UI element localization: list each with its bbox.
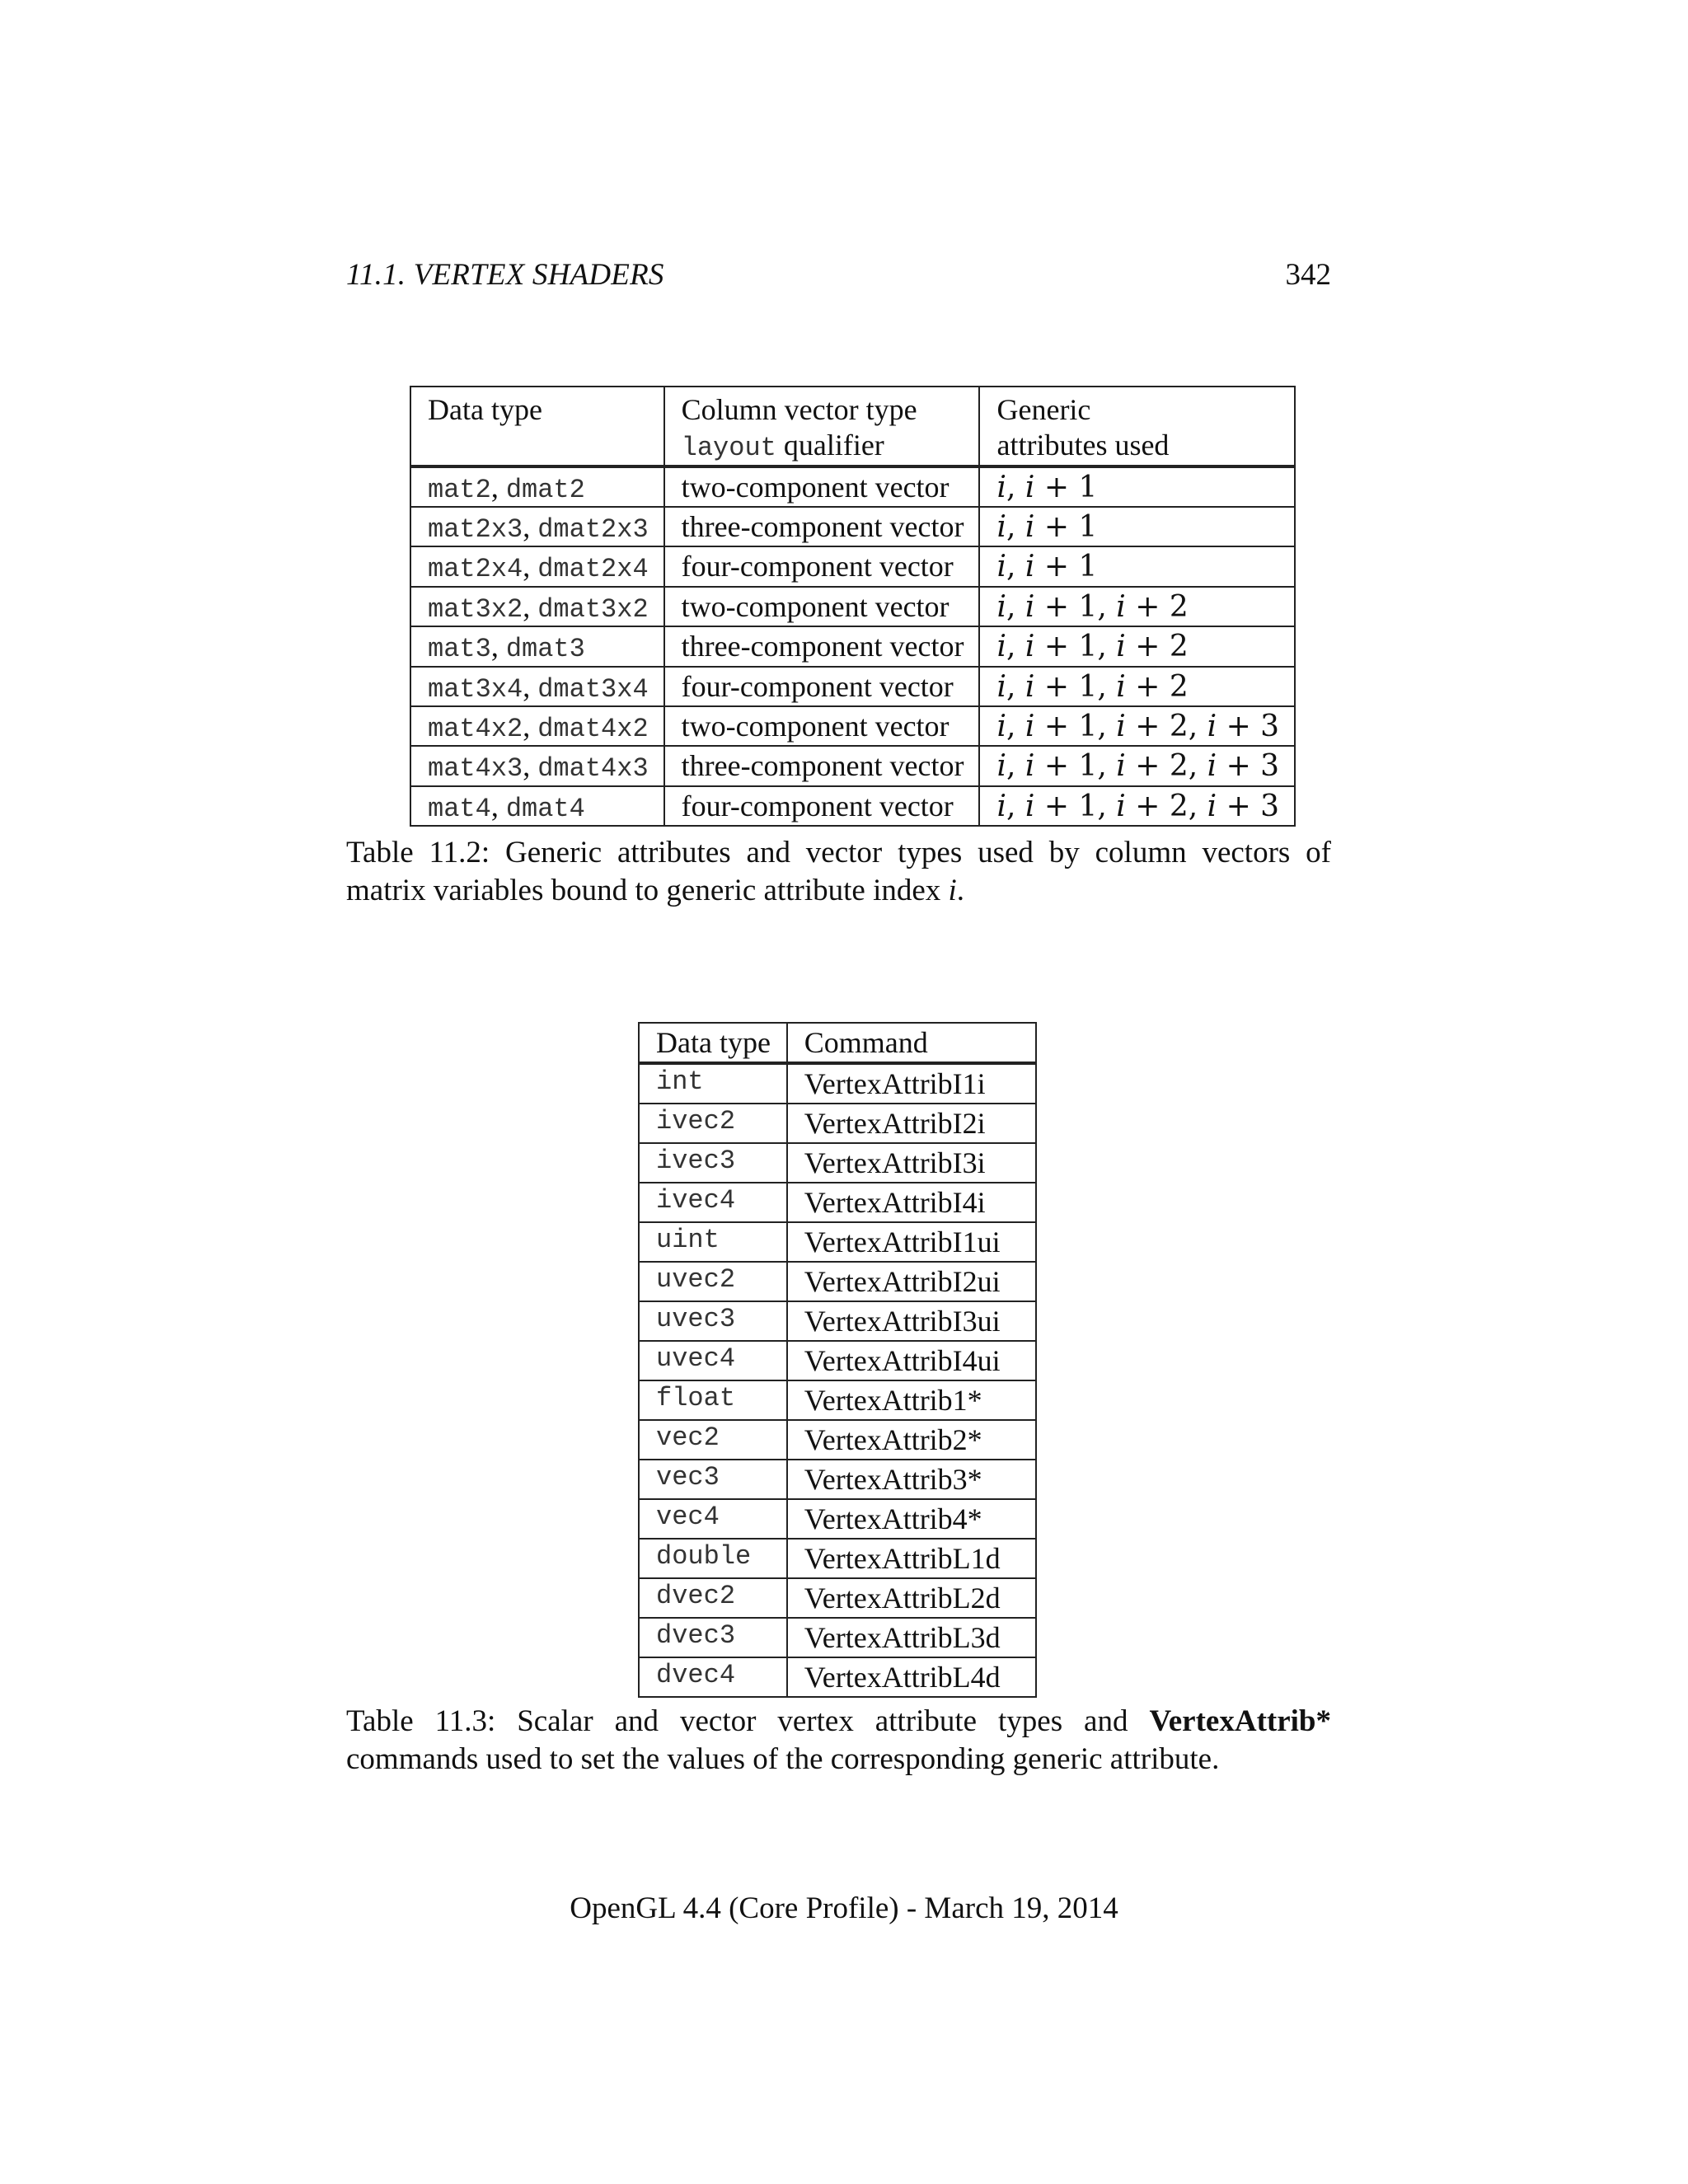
table-row: [638, 1619, 1037, 1658]
cell-vector-type: three-component vector: [665, 627, 981, 667]
table-row: [638, 1183, 1037, 1223]
type-single: mat4x2: [428, 713, 523, 744]
cell-data-type: int: [638, 1063, 788, 1104]
section-title: 11.1. VERTEX SHADERS: [346, 258, 664, 292]
cell-data-type: dvec2: [638, 1579, 788, 1619]
table-row: [638, 1342, 1037, 1381]
header-generic-attributes: [980, 386, 1296, 466]
cell-data-type: ivec2: [638, 1104, 788, 1144]
cell-data-type: uvec4: [638, 1342, 788, 1381]
header-data-type: [410, 386, 665, 466]
cell-data-type: vec4: [638, 1500, 788, 1540]
cell-data-type: [410, 787, 665, 827]
header-column-vector-line2: [682, 428, 964, 464]
cell-data-type: [410, 668, 665, 707]
math-variable-i: i: [1116, 749, 1126, 784]
type-double: dmat2x3: [537, 513, 649, 545]
type-double: dmat3: [505, 634, 585, 665]
type-separator: ,: [490, 789, 506, 823]
table-row: [410, 787, 1296, 827]
math-variable-i: i: [1116, 669, 1126, 704]
qualifier-label: qualifier: [776, 429, 884, 462]
layout-keyword: layout: [681, 433, 776, 464]
type-double: dmat2: [505, 474, 585, 505]
cell-command: VertexAttrib4*: [788, 1500, 1037, 1540]
cell-attributes-used: i, i + 1: [980, 508, 1296, 547]
cell-data-type: vec2: [638, 1421, 788, 1460]
cell-attributes-used: i, i + 1, i + 2, i + 3: [980, 707, 1296, 747]
math-variable-i: i: [996, 669, 1006, 704]
cell-data-type: [410, 627, 665, 667]
cell-command: VertexAttribL1d: [788, 1540, 1037, 1579]
table-row: [638, 1421, 1037, 1460]
cell-vector-type: two-component vector: [665, 588, 981, 627]
cell-data-type: double: [638, 1540, 788, 1579]
table-row: [638, 1460, 1037, 1500]
math-variable-i: i: [1116, 709, 1126, 743]
matrix-attribute-table: [410, 386, 1296, 827]
table-row: [638, 1263, 1037, 1302]
math-variable-i: i: [996, 550, 1006, 584]
table-caption-11-2: Table 11.2: Generic attributes and vector types used by column vectors of matrix variables bound to generic attribute index i.: [346, 836, 1331, 907]
table-row: [410, 707, 1296, 747]
cell-data-type: [410, 707, 665, 747]
page-footer: OpenGL 4.4 (Core Profile) - March 19, 2014: [570, 1891, 1118, 1925]
cell-data-type: [410, 747, 665, 786]
type-single: mat2x3: [428, 513, 523, 545]
cell-data-type: uint: [638, 1223, 788, 1263]
cell-command: VertexAttribL4d: [788, 1658, 1037, 1698]
header-column-vector-line1: Column vector type: [681, 393, 917, 426]
cell-data-type: vec3: [638, 1460, 788, 1500]
math-variable-i: i: [996, 749, 1006, 784]
type-single: mat3x2: [428, 593, 523, 625]
header-generic-line1: Generic: [996, 393, 1091, 426]
math-variable-i: i: [1207, 789, 1217, 823]
math-variable-i: i: [948, 874, 957, 907]
type-double: dmat4x2: [537, 713, 649, 744]
table-header-row: [638, 1022, 1037, 1063]
math-variable-i: i: [996, 589, 1006, 624]
math-variable-i: i: [996, 630, 1006, 664]
table-row: [410, 547, 1296, 587]
table-row: [410, 508, 1296, 547]
math-variable-i: i: [1025, 550, 1035, 584]
header-command: Command: [788, 1022, 1037, 1063]
cell-command: VertexAttribI2i: [788, 1104, 1037, 1144]
cell-data-type: [410, 466, 665, 508]
cell-command: VertexAttribI4ui: [788, 1342, 1037, 1381]
math-variable-i: i: [996, 709, 1006, 743]
cell-vector-type: four-component vector: [665, 668, 981, 707]
type-separator: ,: [490, 630, 506, 663]
math-variable-i: i: [1025, 709, 1035, 743]
cell-command: VertexAttrib2*: [788, 1421, 1037, 1460]
type-separator: ,: [490, 470, 506, 504]
type-double: dmat3x4: [537, 673, 649, 705]
table-row: [638, 1063, 1037, 1104]
cell-command: VertexAttribI2ui: [788, 1263, 1037, 1302]
type-single: mat2: [428, 474, 491, 505]
math-variable-i: i: [1025, 470, 1035, 504]
cell-vector-type: three-component vector: [665, 508, 981, 547]
table-row: [410, 668, 1296, 707]
math-variable-i: i: [1207, 749, 1217, 784]
cell-command: VertexAttribL2d: [788, 1579, 1037, 1619]
table-row: [638, 1579, 1037, 1619]
header-generic-line2: attributes used: [996, 429, 1170, 462]
type-single: mat2x4: [428, 554, 523, 585]
cell-vector-type: two-component vector: [665, 707, 981, 747]
type-separator: ,: [523, 550, 538, 583]
type-single: mat3: [428, 634, 491, 665]
cell-command: VertexAttribI1i: [788, 1063, 1037, 1104]
math-variable-i: i: [1116, 630, 1126, 664]
math-variable-i: i: [1025, 789, 1035, 823]
cell-attributes-used: i, i + 1: [980, 466, 1296, 508]
type-single: mat3x4: [428, 673, 523, 705]
cell-command: VertexAttrib3*: [788, 1460, 1037, 1500]
cell-command: VertexAttribI1ui: [788, 1223, 1037, 1263]
type-separator: ,: [523, 669, 538, 703]
table-row: [410, 627, 1296, 667]
type-single: mat4x3: [428, 753, 523, 785]
caption-command-name: VertexAttrib*: [1149, 1704, 1331, 1738]
header-data-type-label: Data type: [428, 393, 542, 426]
cell-attributes-used: i, i + 1, i + 2, i + 3: [980, 747, 1296, 786]
math-variable-i: i: [1025, 509, 1035, 544]
cell-vector-type: two-component vector: [665, 466, 981, 508]
table-row: [638, 1500, 1037, 1540]
matrix-attribute-table-body: [410, 466, 1296, 827]
cell-attributes-used: i, i + 1: [980, 547, 1296, 587]
cell-vector-type: four-component vector: [665, 787, 981, 827]
type-double: dmat4x3: [537, 753, 649, 785]
math-variable-i: i: [1025, 749, 1035, 784]
math-variable-i: i: [996, 470, 1006, 504]
cell-data-type: dvec4: [638, 1658, 788, 1698]
cell-attributes-used: i, i + 1, i + 2: [980, 588, 1296, 627]
cell-attributes-used: i, i + 1, i + 2: [980, 627, 1296, 667]
math-variable-i: i: [1025, 630, 1035, 664]
type-double: dmat4: [505, 793, 585, 824]
table-row: [410, 588, 1296, 627]
page-header: [346, 257, 1331, 298]
cell-command: VertexAttrib1*: [788, 1381, 1037, 1421]
cell-data-type: ivec3: [638, 1144, 788, 1183]
cell-command: VertexAttribI4i: [788, 1183, 1037, 1223]
cell-data-type: [410, 508, 665, 547]
table-row: [638, 1540, 1037, 1579]
type-double: dmat3x2: [537, 593, 649, 625]
header-data-type: Data type: [638, 1022, 788, 1063]
cell-command: VertexAttribL3d: [788, 1619, 1037, 1658]
math-variable-i: i: [1207, 709, 1217, 743]
math-variable-i: i: [1116, 589, 1126, 624]
vertex-attrib-command-table: [638, 1022, 1037, 1698]
cell-data-type: float: [638, 1381, 788, 1421]
caption-suffix: commands used to set the values of the corresponding generic attribute.: [346, 1742, 1220, 1776]
cell-data-type: dvec3: [638, 1619, 788, 1658]
table-header-row: [410, 386, 1296, 466]
table-row: [638, 1104, 1037, 1144]
table-row: [638, 1223, 1037, 1263]
math-variable-i: i: [996, 789, 1006, 823]
cell-data-type: uvec3: [638, 1302, 788, 1342]
cell-data-type: [410, 588, 665, 627]
type-double: dmat2x4: [537, 554, 649, 585]
type-single: mat4: [428, 793, 491, 824]
caption-prefix: Table 11.3: Scalar and vector vertex attribute types and: [346, 1704, 1150, 1738]
table-row: [638, 1658, 1037, 1698]
type-separator: ,: [523, 589, 538, 623]
cell-data-type: [410, 547, 665, 587]
table-row: [638, 1144, 1037, 1183]
header-column-vector-type: [665, 386, 981, 466]
math-variable-i: i: [1116, 789, 1126, 823]
table-row: [638, 1302, 1037, 1342]
cell-command: VertexAttribI3ui: [788, 1302, 1037, 1342]
cell-vector-type: three-component vector: [665, 747, 981, 786]
math-variable-i: i: [1025, 589, 1035, 624]
page-number: 342: [1285, 258, 1331, 292]
cell-command: VertexAttribI3i: [788, 1144, 1037, 1183]
vertex-attrib-command-table-body: [638, 1063, 1037, 1698]
table-caption-11-3: [346, 1703, 1331, 1779]
table-row: [638, 1381, 1037, 1421]
type-separator: ,: [523, 749, 538, 783]
cell-vector-type: four-component vector: [665, 547, 981, 587]
cell-attributes-used: i, i + 1, i + 2: [980, 668, 1296, 707]
math-variable-i: i: [1025, 669, 1035, 704]
table-row: [410, 466, 1296, 508]
cell-attributes-used: i, i + 1, i + 2, i + 3: [980, 787, 1296, 827]
type-separator: ,: [523, 509, 538, 543]
cell-data-type: ivec4: [638, 1183, 788, 1223]
type-separator: ,: [523, 709, 538, 743]
table-row: [410, 747, 1296, 786]
cell-data-type: uvec2: [638, 1263, 788, 1302]
math-variable-i: i: [996, 509, 1006, 544]
